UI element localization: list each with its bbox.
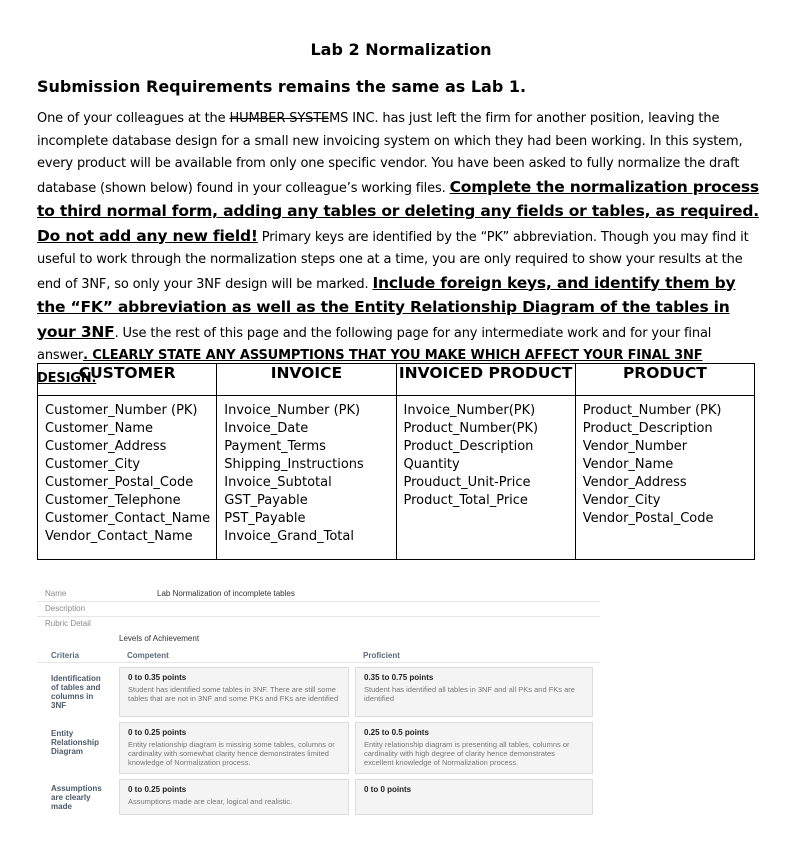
field: Payment_Terms [224, 439, 326, 454]
criteria-header: Criteria [51, 651, 80, 660]
field: GST_Payable [224, 493, 308, 508]
field: Product_Number(PK) [403, 421, 539, 436]
field: Vendor_Postal_Code [582, 511, 714, 526]
field: Product_Description [582, 421, 713, 436]
rubric-description-label: Description [45, 604, 86, 613]
assumptions-requirement: . CLEARLY STATE ANY ASSUMPTIONS THAT YOU MAKE WHICH AFFECT YOUR FINAL 3NF DESIGN. [37, 348, 703, 386]
field: Customer_Postal_Code [45, 475, 194, 490]
rubric-name-value: Lab Normalization of incomplete tables [157, 589, 295, 598]
intro-text-4: . Use the rest of this page and the following page for any intermediate work and for your final answer [37, 325, 712, 363]
field: Shipping_Instructions [224, 457, 364, 472]
field: Invoice_Grand_Total [224, 529, 354, 544]
points-range: 0 to 0.35 points [128, 673, 187, 682]
points-range: 0.35 to 0.75 points [364, 673, 434, 682]
instructions-paragraph [37, 108, 759, 390]
field: Customer_Name [45, 421, 153, 436]
field: Customer_Number (PK) [45, 403, 198, 418]
field: Vendor_City [582, 493, 661, 508]
field: Quantity [403, 457, 460, 472]
product-header: PRODUCT [575, 364, 754, 396]
invoice-header: INVOICE [217, 364, 396, 396]
level-description: Entity relationship diagram is presenting all tables, columns or cardinality with high degree of clarity hence demonstrates excellent knowledge of Normalization process. [364, 740, 570, 767]
competent-header: Competent [127, 651, 169, 660]
field: Product_Number (PK) [582, 403, 722, 418]
field: Invoice_Number (PK) [224, 403, 361, 418]
field: Customer_Telephone [45, 493, 181, 508]
invoiced-product-header: INVOICED PRODUCT [396, 364, 575, 396]
invoiced-product-fields [396, 396, 575, 560]
page-title: Lab 2 Normalization [310, 40, 492, 59]
field: Vendor_Number [582, 439, 688, 454]
rubric-cell [355, 667, 593, 717]
intro-text-3: Primary keys are identified by the “PK” abbreviation. Though you may find it useful to work through the normalization steps one at a time, you are only required to show your results at the end of 3NF, so only your 3NF design will be marked. [37, 229, 749, 292]
field: PST_Payable [224, 511, 306, 526]
proficient-header: Proficient [363, 651, 400, 660]
rubric-cell [119, 667, 349, 717]
foreign-key-requirement: Include foreign keys, and identify them by the “FK” abbreviation as well as the Entity Relationship Diagram of the tables in your 3NF [37, 273, 736, 341]
rubric-name-label: Name [45, 589, 67, 598]
criterion-erd: Entity Relationship Diagram [51, 729, 100, 756]
divider [37, 601, 600, 602]
field: Product_Description [403, 439, 534, 454]
product-fields [575, 396, 754, 560]
divider [37, 662, 600, 663]
levels-of-achievement: Levels of Achievement [119, 634, 200, 643]
level-description: Student has identified all tables in 3NF and all PKs and FKs are identified [364, 685, 575, 703]
submission-heading: Submission Requirements remains the same as Lab 1. [37, 77, 527, 96]
points-range: 0 to 0 points [364, 785, 412, 794]
criterion-identification: Identification of tables and columns in 3NF [51, 674, 101, 710]
intro-text-2: MS INC. has just left the firm for another position, leaving the incomplete database design for a small new invoicing system on which they had been working. In this system, every product will be available from only one specific vendor. You have been asked to fully normalize the draft database (shown below) found in your colleague’s working files. [37, 111, 743, 196]
invoice-fields [217, 396, 396, 560]
customer-fields [38, 396, 217, 560]
struck-company-name: HUMBER SYSTE [229, 111, 330, 126]
criterion-assumptions: Assumptions are clearly made [51, 784, 102, 811]
level-description: Student has identified some tables in 3NF. There are still some tables that are not in 3NF and some PKs and FKs are identified [128, 685, 339, 703]
rubric-cell [355, 722, 593, 774]
intro-text-1: One of your colleagues at the [37, 111, 230, 126]
field: Vendor_Contact_Name [45, 529, 193, 544]
field: Vendor_Name [582, 457, 674, 472]
normalization-requirement: Complete the normalization process to third normal form, adding any tables or deleting any fields or tables, as required. Do not add any new field! [37, 177, 759, 245]
divider [37, 616, 600, 617]
points-range: 0 to 0.25 points [128, 728, 187, 737]
field: Invoice_Date [224, 421, 309, 436]
level-description: Entity relationship diagram is missing some tables, columns or cardinality with somewhat clarity hence demonstrates limited knowledge of Normalization process. [128, 740, 335, 767]
rubric-cell [119, 722, 349, 774]
points-range: 0 to 0.25 points [128, 785, 187, 794]
field: Vendor_Address [582, 475, 687, 490]
field: Invoice_Number(PK) [403, 403, 536, 418]
field: Product_Total_Price [403, 493, 528, 508]
points-range: 0.25 to 0.5 points [364, 728, 429, 737]
field: Customer_City [45, 457, 141, 472]
rubric-cell [355, 779, 593, 815]
customer-header: CUSTOMER [38, 364, 217, 396]
field: Customer_Address [45, 439, 167, 454]
rubric-detail-label: Rubric Detail [45, 619, 91, 628]
rubric-screenshot [37, 583, 600, 833]
level-description: Assumptions made are clear, logical and realistic. [128, 797, 293, 806]
draft-schema-table [37, 363, 755, 560]
field: Customer_Contact_Name [45, 511, 211, 526]
field: Invoice_Subtotal [224, 475, 332, 490]
rubric-cell [119, 779, 349, 815]
field: Prouduct_Unit-Price [403, 475, 531, 490]
